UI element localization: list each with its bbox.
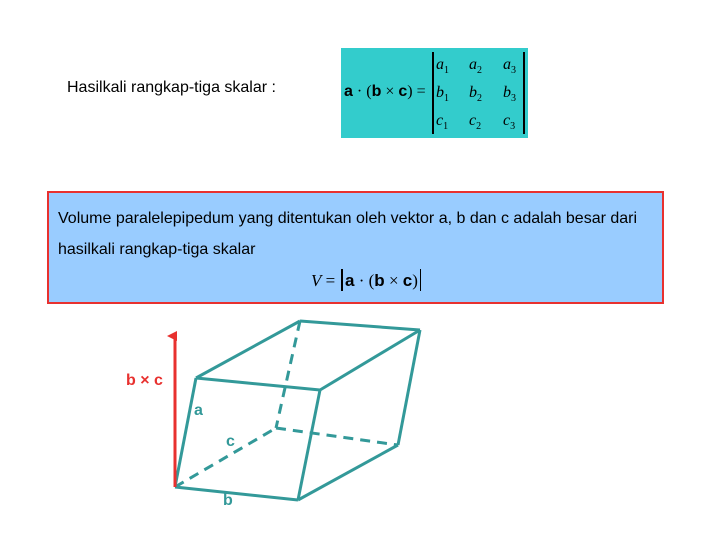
label-b-cross-c: b × c (126, 372, 163, 389)
edge-hidden-vertical (276, 321, 300, 428)
volume-vector-a: a (344, 271, 355, 290)
edge-vector-b (175, 487, 298, 500)
matrix-symbol: c (436, 112, 444, 129)
matrix-subscript: 1 (444, 93, 449, 105)
volume-equals: = (325, 271, 336, 290)
label-b: b (223, 492, 233, 509)
volume-symbol: V (311, 271, 322, 290)
edge-top-right (320, 330, 420, 390)
matrix-symbol: b (503, 84, 511, 101)
scalar-triple-label: Hasilkali rangkap-tiga skalar : (67, 79, 276, 96)
matrix-subscript: 2 (477, 65, 482, 77)
matrix-subscript: 3 (510, 121, 516, 133)
close-paren: ) (407, 83, 413, 100)
matrix-subscript: 1 (444, 65, 449, 77)
volume-close-paren: ) (412, 271, 418, 290)
volume-cross: × (388, 271, 399, 290)
edge-bottom-right (298, 445, 398, 500)
vector-b: b (371, 83, 382, 100)
volume-vector-c: c (402, 271, 413, 290)
matrix-symbol: c (503, 112, 511, 129)
matrix-subscript: 3 (511, 65, 516, 77)
equals-sign: = (416, 83, 426, 100)
matrix-symbol: b (436, 84, 444, 101)
cross-operator: × (385, 83, 395, 100)
dot-operator: · (356, 83, 363, 100)
volume-vector-b: b (374, 271, 385, 290)
vector-a: a (344, 83, 353, 100)
matrix-subscript: 3 (511, 93, 516, 105)
edge-top-back (300, 321, 420, 330)
edge-back-right-vertical (398, 330, 420, 445)
open-paren: ( (366, 83, 372, 100)
vector-c: c (398, 83, 408, 100)
volume-definition-text: Volume paralelepipedum yang ditentukan oleh vektor a, b dan c adalah besar dari hasilkali rangkap-tiga skalar (58, 210, 638, 258)
edge-front-right-vertical (298, 390, 320, 500)
matrix-symbol: b (469, 84, 477, 101)
edge-top-left (196, 321, 300, 378)
label-c: c (226, 433, 235, 450)
matrix-symbol: c (469, 112, 477, 129)
edge-vector-a (175, 378, 196, 487)
volume-open-paren: ( (368, 271, 375, 290)
matrix-symbol: a (436, 56, 444, 73)
matrix-symbol: a (503, 56, 511, 73)
matrix-subscript: 2 (477, 93, 482, 105)
matrix-symbol: a (469, 56, 477, 73)
matrix-subscript: 1 (443, 121, 449, 133)
edge-top-front (196, 378, 320, 390)
volume-dot: · (358, 271, 365, 290)
edge-hidden-bottom (276, 428, 398, 445)
label-a: a (194, 402, 203, 419)
matrix-subscript: 2 (476, 121, 482, 133)
